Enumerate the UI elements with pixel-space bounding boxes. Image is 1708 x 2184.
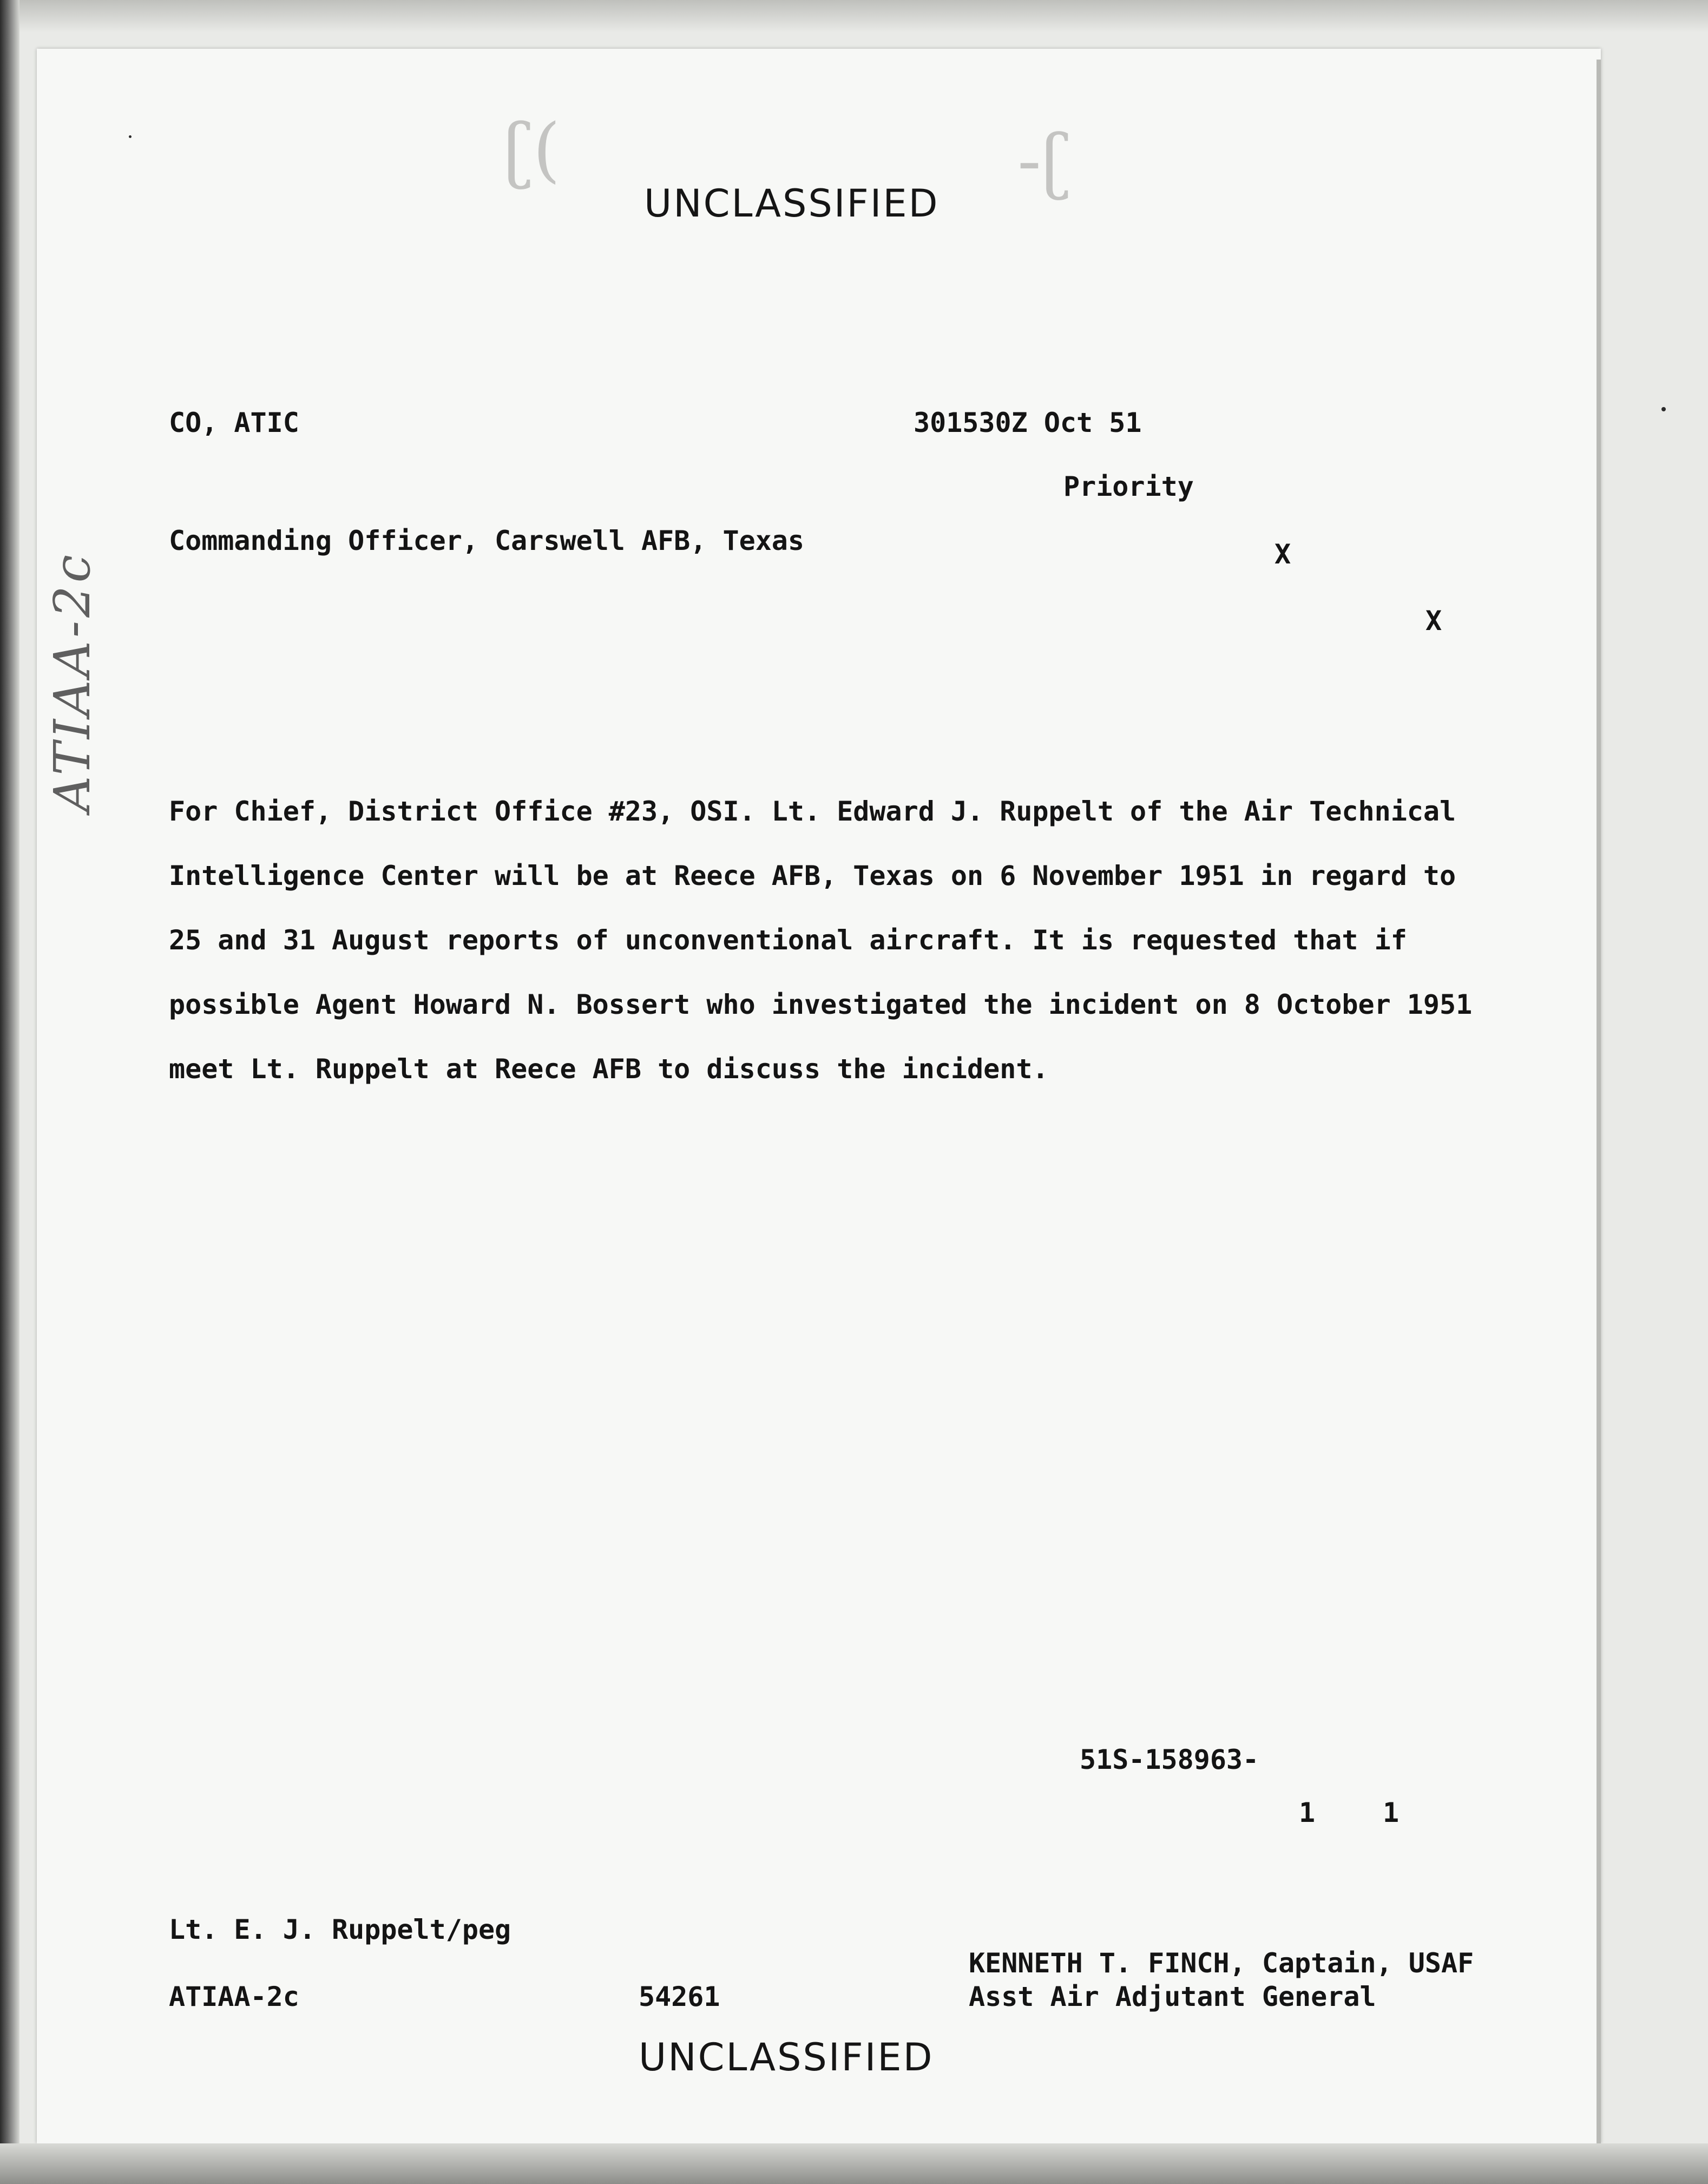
page-count: 1 xyxy=(1383,1797,1400,1828)
body-line: possible Agent Howard N. Bossert who investigated the incident on 8 October 1951 xyxy=(169,989,1473,1020)
message-dtg: 301530Z Oct 51 xyxy=(914,407,1142,438)
scan-left-border xyxy=(0,0,19,2184)
faint-pencil-mark: ʗ( xyxy=(503,108,561,191)
body-line: meet Lt. Ruppelt at Reece AFB to discuss the incident. xyxy=(169,1053,1049,1085)
sheet-edge-shadow xyxy=(1597,60,1601,2143)
classification-stamp-bottom: UNCLASSIFIED xyxy=(639,2035,934,2080)
page-count: 1 xyxy=(1299,1797,1316,1828)
body-line: 25 and 31 August reports of unconventional aircraft. It is requested that if xyxy=(169,924,1407,956)
message-precedence: Priority xyxy=(1063,471,1194,502)
scan-top-border xyxy=(0,0,1708,32)
body-line: Intelligence Center will be at Reece AFB, Texas on 6 November 1951 in regard to xyxy=(169,860,1456,891)
scan-speck xyxy=(1661,407,1666,411)
faint-pencil-mark: -ʗ xyxy=(1017,119,1071,201)
classification-stamp-top: UNCLASSIFIED xyxy=(644,181,940,226)
signer-title: Asst Air Adjutant General xyxy=(969,1981,1376,2012)
message-body xyxy=(169,779,1506,1101)
scan-bottom-border xyxy=(0,2143,1708,2184)
message-from: CO, ATIC xyxy=(169,407,299,438)
phone-extension: 54261 xyxy=(639,1981,720,2012)
reference-number: 51S-158963- xyxy=(1080,1744,1259,1775)
routing-mark: X xyxy=(1275,539,1291,570)
message-to: Commanding Officer, Carswell AFB, Texas xyxy=(169,525,804,556)
signer-name: KENNETH T. FINCH, Captain, USAF xyxy=(969,1947,1474,1979)
margin-handwriting: ATIAA-2c xyxy=(43,551,101,812)
body-line: For Chief, District Office #23, OSI. Lt. Edward J. Ruppelt of the Air Technical xyxy=(169,796,1456,827)
routing-mark: X xyxy=(1425,605,1442,637)
scan-speck xyxy=(129,135,132,138)
office-symbol: ATIAA-2c xyxy=(169,1981,299,2012)
drafter-line: Lt. E. J. Ruppelt/peg xyxy=(169,1914,511,1945)
